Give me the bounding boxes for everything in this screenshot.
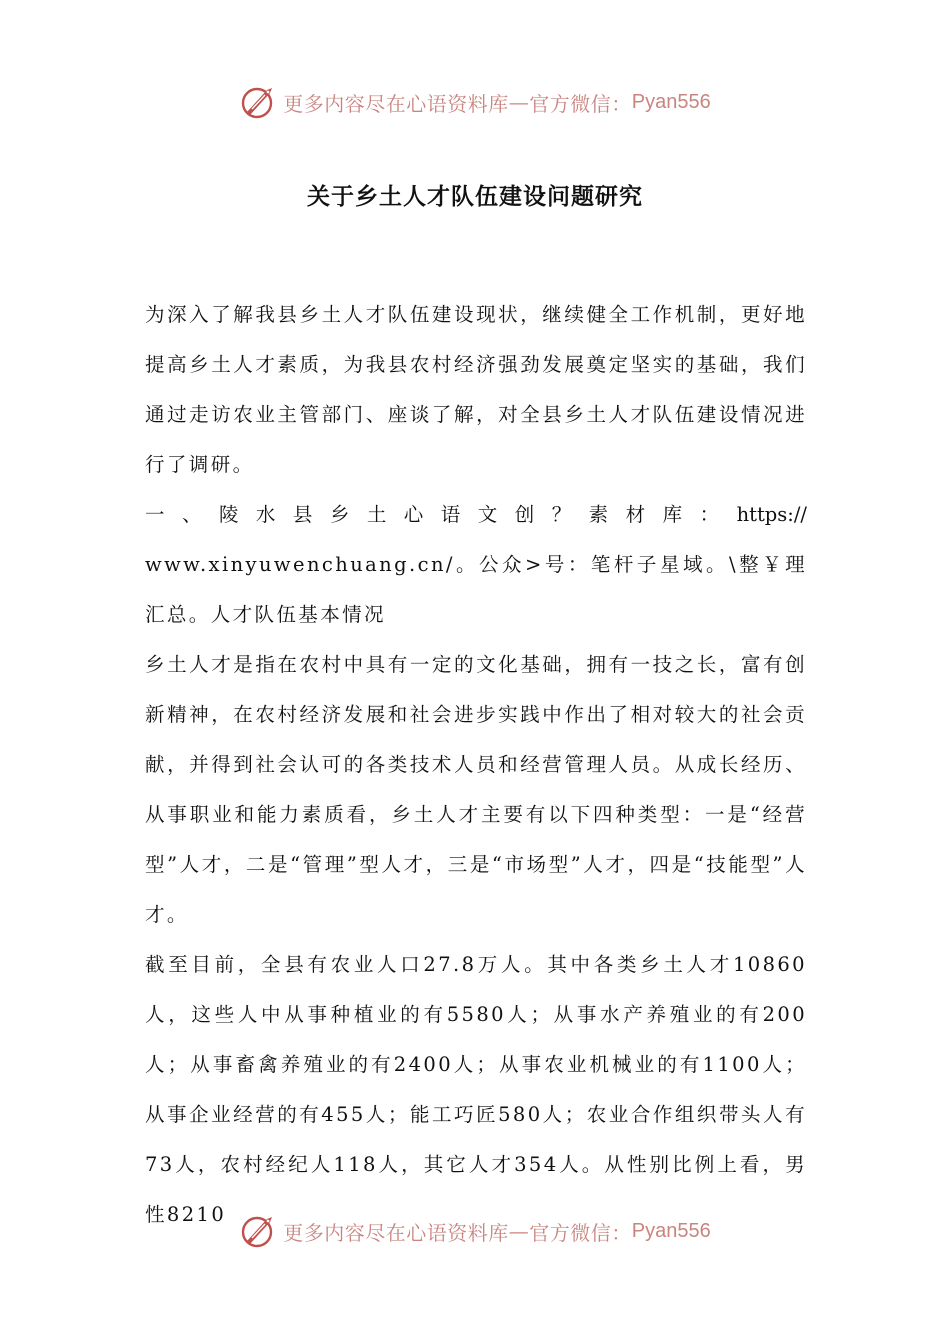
intro-paragraph: 为深入了解我县乡土人才队伍建设现状，继续健全工作机制，更好地提高乡土人才素质，为我县农村经济强劲发展奠定坚实的基础，我们通过走访农业主管部门、座谈了解，对全县乡土人才队伍建设情况进行了调研。 <box>145 303 807 476</box>
banner-text: 更多内容尽在心语资料库 <box>283 91 509 116</box>
banner-text: 更多内容尽在心语资料库 <box>283 1220 509 1245</box>
pen-nib-circle-icon <box>239 82 279 122</box>
pen-nib-circle-icon <box>239 1211 279 1251</box>
section-heading-line <box>145 490 807 540</box>
definition-paragraph: 乡土人才是指在农村中具有一定的文化基础，拥有一技之长，富有创新精神，在农村经济发展和社会进步实践中作出了相对较大的社会贡献，并得到社会认可的各类技术人员和经营管理人员。从成长经历、从事职业和能力素质看，乡土人才主要有以下四种类型：一是“经营型”人才，二是“管理”型人才，三是“市场型”人才，四是“技能型”人才。 <box>145 653 807 926</box>
banner-dash: — <box>508 1219 530 1243</box>
banner-wechat-label: 官方微信： <box>529 91 632 116</box>
footer-banner <box>0 1209 950 1253</box>
banner-wechat-id: Pyan556 <box>631 90 711 113</box>
document-body <box>145 290 807 1240</box>
section-heading-rest: www.xinyuwenchuang.cn/。公众>号：笔杆子星域。\整￥理汇总。人才队伍基本情况 <box>145 553 807 626</box>
banner-dash: — <box>508 90 530 114</box>
header-banner <box>0 80 950 124</box>
section-heading-url: https:// <box>736 503 807 526</box>
banner-wechat-label: 官方微信： <box>529 1220 632 1245</box>
section-heading-prefix: 一、陵水县乡土心语文创？素材库： <box>145 503 737 526</box>
document-title: 关于乡土人才队伍建设问题研究 <box>307 183 643 210</box>
statistics-paragraph: 截至目前，全县有农业人口27.8万人。其中各类乡土人才10860人，这些人中从事种植业的有5580人；从事水产养殖业的有200人；从事畜禽养殖业的有2400人；从事农业机械业的有1100人；从事企业经营的有455人；能工巧匠580人；农业合作组织带头人有73人，农村经纪人118人，其它人才354人。从性别比例上看，男性8210 <box>145 953 807 1226</box>
banner-wechat-id: Pyan556 <box>631 1219 711 1242</box>
